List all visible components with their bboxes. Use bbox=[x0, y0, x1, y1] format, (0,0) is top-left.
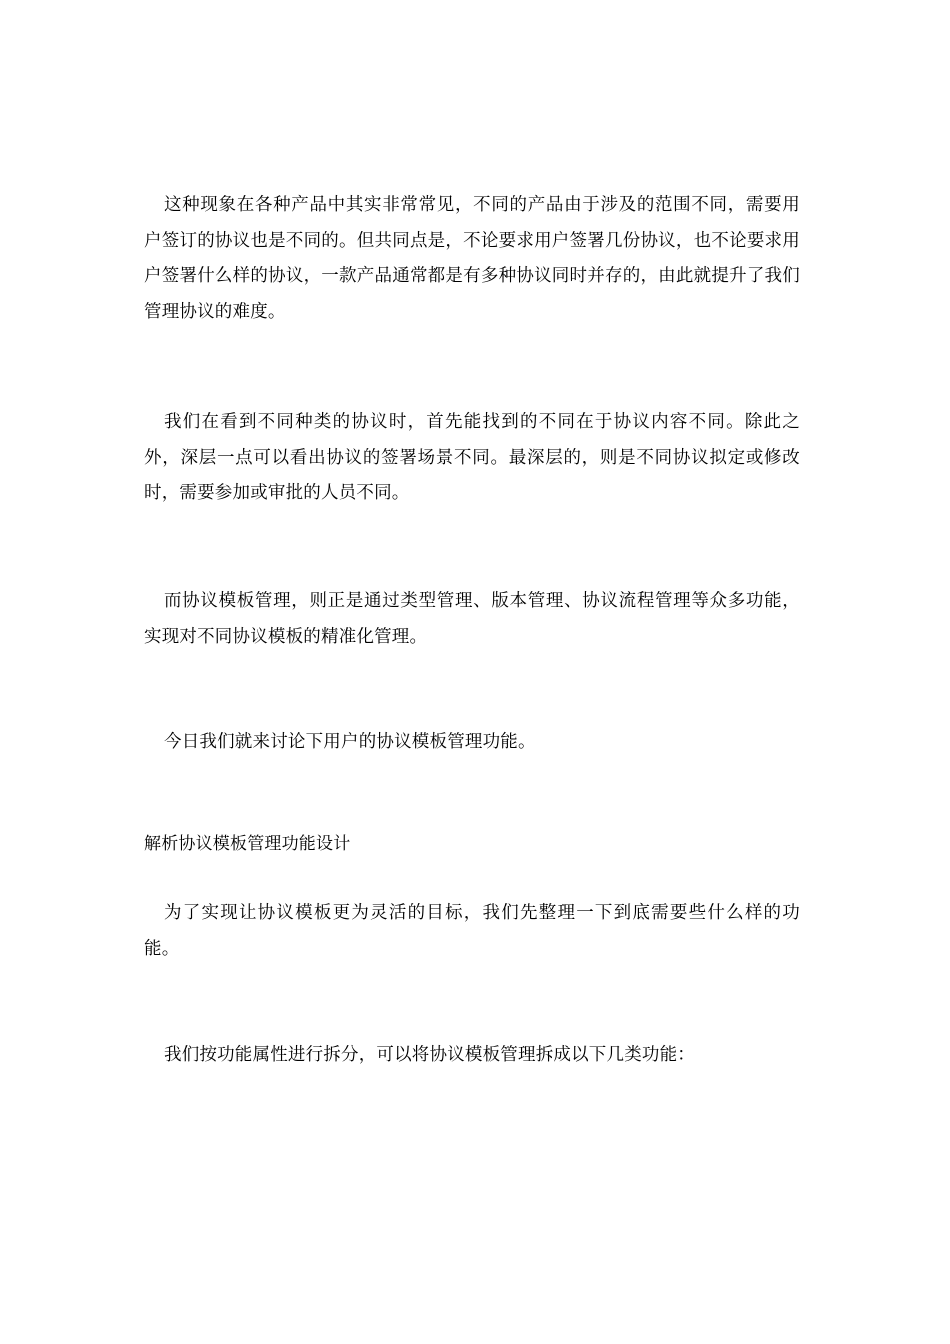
paragraph-differences: 我们在看到不同种类的协议时，首先能找到的不同在于协议内容不同。除此之外，深层一点可以看出协议的签署场景不同。最深层的，则是不同协议拟定或修改时，需要参加或审批的人员不同。 bbox=[144, 412, 800, 503]
paragraph-template-management: 而协议模板管理，则正是通过类型管理、版本管理、协议流程管理等众多功能，实现对不同协议模板的精准化管理。 bbox=[144, 591, 800, 647]
paragraph-intro: 这种现象在各种产品中其实非常常见，不同的产品由于涉及的范围不同，需要用户签订的协议也是不同的。但共同点是，不论要求用户签署几份协议，也不论要求用户签署什么样的协议，一款产品通常都是有多种协议同时并存的，由此就提升了我们管理协议的难度。 bbox=[144, 195, 800, 322]
section-heading: 解析协议模板管理功能设计 bbox=[144, 834, 351, 854]
paragraph-topic: 今日我们就来讨论下用户的协议模板管理功能。 bbox=[164, 732, 536, 752]
paragraph-goal: 为了实现让协议模板更为灵活的目标，我们先整理一下到底需要些什么样的功能。 bbox=[144, 903, 800, 959]
paragraph-breakdown: 我们按功能属性进行拆分，可以将协议模板管理拆成以下几类功能： bbox=[164, 1045, 695, 1065]
